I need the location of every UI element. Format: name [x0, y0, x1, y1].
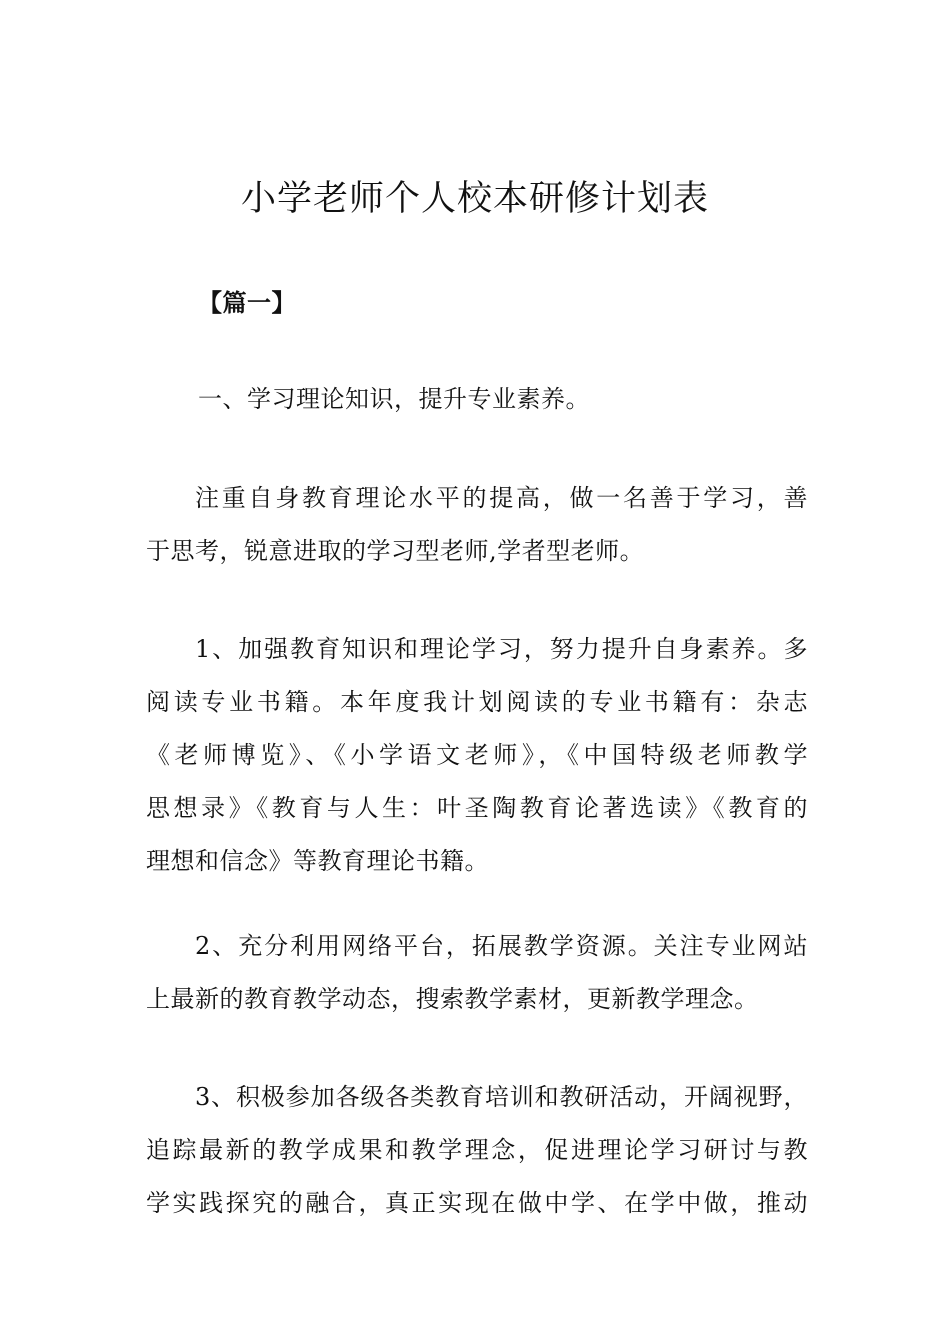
paragraph-line: 《老师博览》、《小学语文老师》，《中国特级老师教学 [146, 741, 808, 769]
paragraph-line: 注重自身教育理论水平的提高，做一名善于学习，善 [195, 484, 808, 512]
paragraph-line: 1、加强教育知识和理论学习，努力提升自身素养。多 [195, 635, 808, 663]
intro-paragraph [146, 472, 808, 578]
paragraph-line: 学实践探究的融合，真正实现在做中学、在学中做，推动 [146, 1189, 808, 1217]
paragraph-line: 上最新的教育教学动态，搜索教学素材，更新教学理念。 [146, 985, 759, 1013]
section-label [198, 277, 860, 330]
paragraph-line: 2、充分利用网络平台，拓展教学资源。关注专业网站 [195, 932, 808, 960]
item-2-paragraph [146, 920, 808, 1026]
paragraph-line: 3、积极参加各级各类教育培训和教研活动，开阔视野， [195, 1083, 808, 1111]
section-label-text: 【篇一】 [198, 289, 296, 317]
heading-learn-theory: 一、学习理论知识，提升专业素养。 [198, 385, 590, 413]
paragraph-line: 阅读专业书籍。本年度我计划阅读的专业书籍有：杂志 [146, 688, 808, 716]
item-1-paragraph [146, 623, 808, 888]
paragraph-line: 追踪最新的教学成果和教学理念，促进理论学习研讨与教 [146, 1136, 808, 1164]
item-3-paragraph [146, 1071, 808, 1230]
document-title: 小学老师个人校本研修计划表 [240, 179, 709, 219]
paragraph-line: 于思考，锐意进取的学习型老师,学者型老师。 [146, 537, 645, 565]
paragraph-line: 思想录》《教育与人生：叶圣陶教育论著选读》《教育的 [146, 794, 808, 822]
paragraph-line: 理想和信念》等教育理论书籍。 [146, 847, 489, 875]
